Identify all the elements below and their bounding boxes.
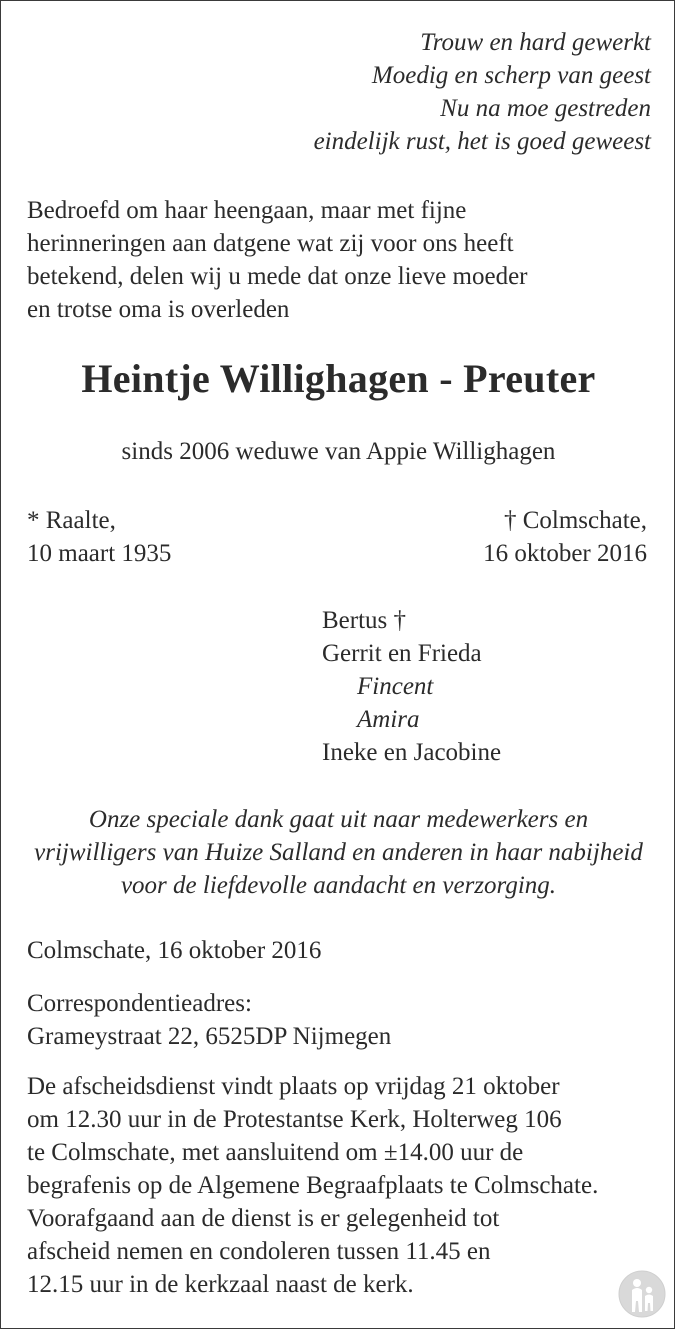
family-line-1: Bertus † [322,607,407,634]
correspondence-label: Correspondentieadres: [27,990,252,1017]
intro-line-4: en trotse oma is overleden [27,296,290,323]
intro-line-1: Bedroefd om haar heengaan, maar met fijne [27,197,467,224]
thanks-line-1: Onze speciale dank gaat uit naar medewerkers en [88,806,589,833]
thanks-line-2: vrijwilligers van Huize Salland en anderen in haar nabijheid [34,839,643,866]
family-line-2: Gerrit en Frieda [322,640,482,667]
birth-date: 10 maart 1935 [27,540,172,567]
deceased-name: Heintje Willighagen - Preuter [81,356,596,401]
figures-circle-icon [618,1270,666,1318]
place-date: Colmschate, 16 oktober 2016 [27,937,322,964]
poem-line-2: Moedig en scherp van geest [371,62,651,89]
thanks-line-3: voor de liefdevolle aandacht en verzorging. [120,872,557,899]
birth-place: * Raalte, [27,507,116,534]
service-line-2: om 12.30 uur in de Protestantse Kerk, Holterweg 106 [27,1106,562,1133]
service-line-7: 12.15 uur in de kerkzaal naast de kerk. [27,1271,414,1298]
poem-line-4: eindelijk rust, het is goed geweest [313,128,651,155]
poem-line-3: Nu na moe gestreden [440,95,651,122]
poem-line-1: Trouw en hard gewerkt [420,29,651,56]
grandchild-1: Fincent [357,673,434,700]
service-line-4: begrafenis op de Algemene Begraafplaats te Colmschate. [27,1172,599,1199]
death-place: † Colmschate, [503,507,647,534]
service-line-1: De afscheidsdienst vindt plaats op vrijdag 21 oktober [27,1073,560,1100]
intro-line-2: herinneringen aan datgene wat zij voor ons heeft [27,230,514,257]
correspondence-address: Grameystraat 22, 6525DP Nijmegen [27,1023,392,1050]
service-line-5: Voorafgaand aan de dienst is er gelegenheid tot [27,1205,500,1232]
widow-line: sinds 2006 weduwe van Appie Willighagen [121,438,556,465]
intro-line-3: betekend, delen wij u mede dat onze lieve moeder [27,263,528,290]
grandchild-2: Amira [357,706,420,733]
family-line-3: Ineke en Jacobine [322,739,502,766]
service-line-3: te Colmschate, met aansluitend om ±14.00 uur de [27,1139,524,1166]
death-date: 16 oktober 2016 [483,540,647,567]
service-line-6: afscheid nemen en condoleren tussen 11.45 en [27,1238,491,1265]
